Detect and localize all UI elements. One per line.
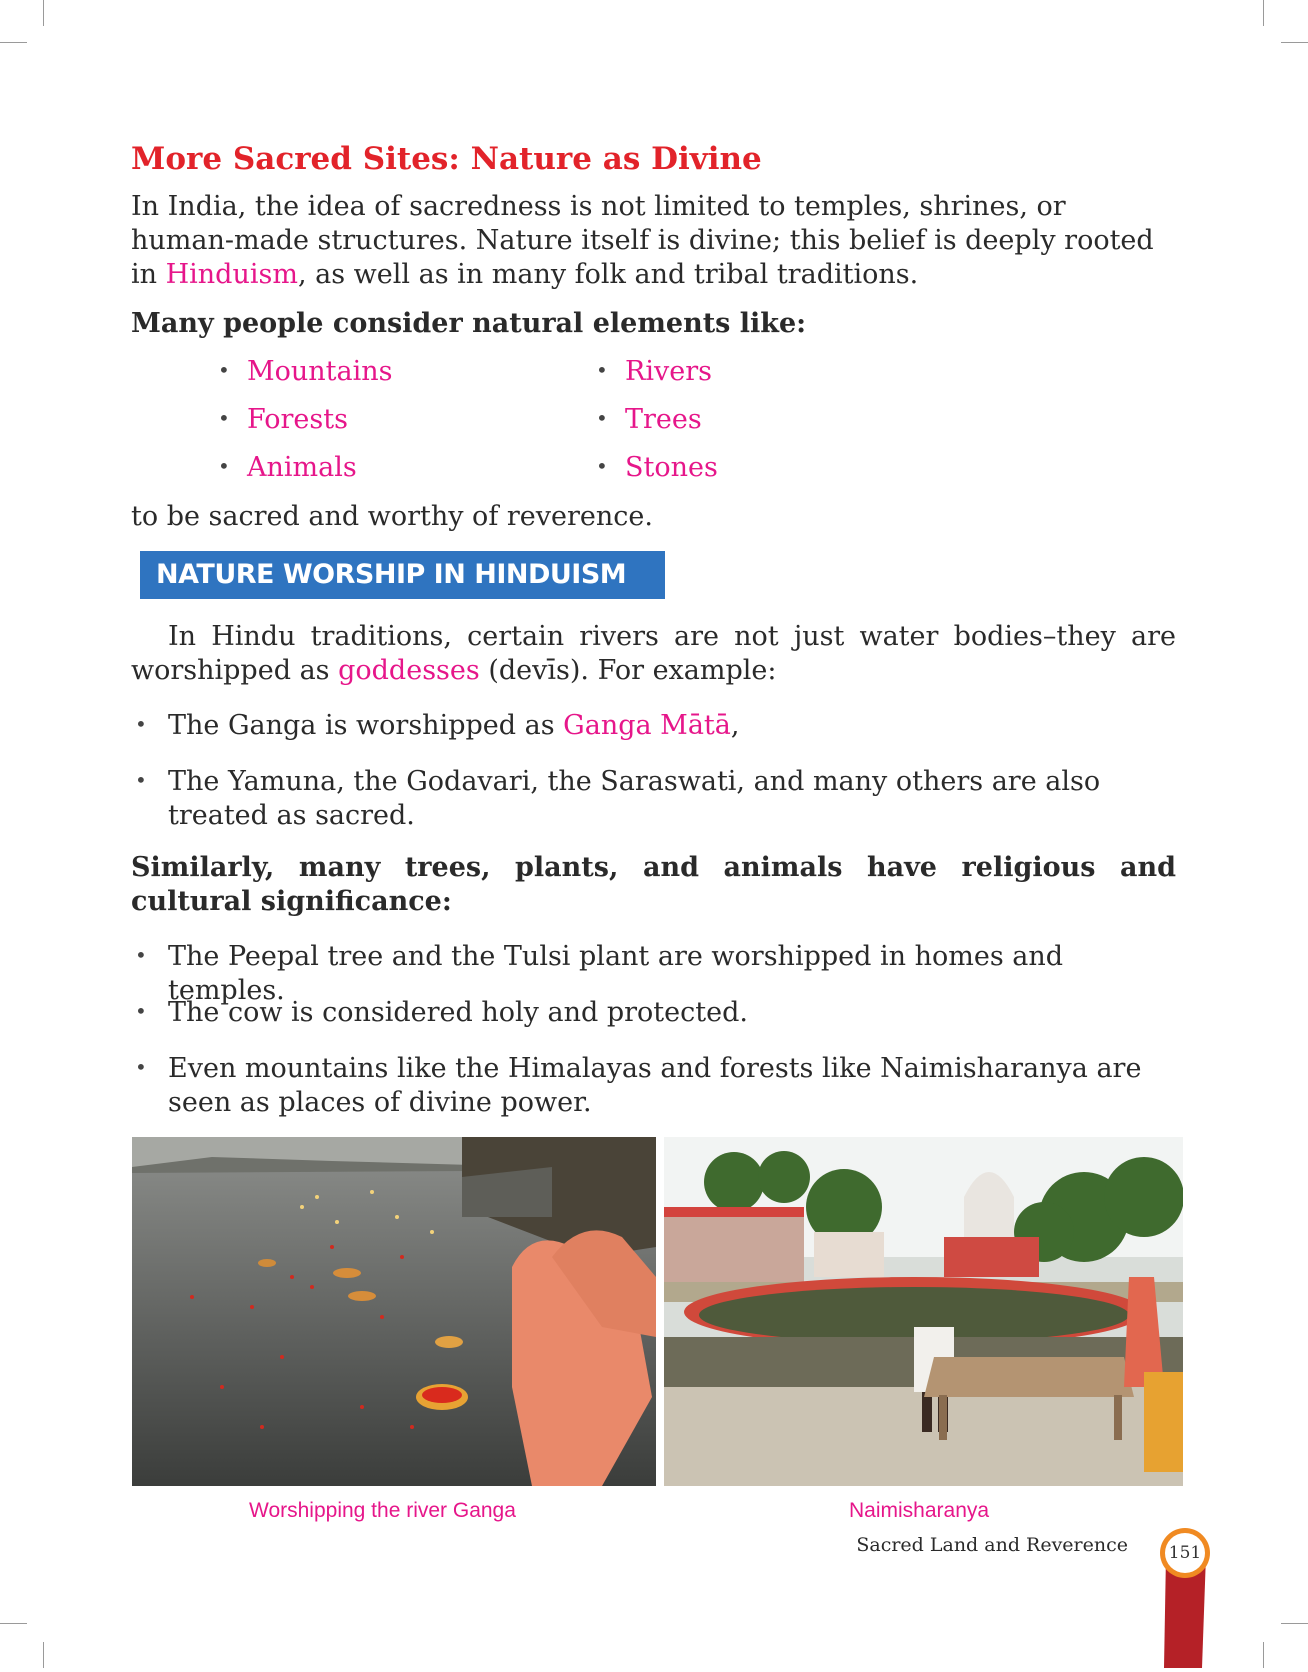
crop-mark [1281, 42, 1308, 43]
rivers-paragraph [131, 620, 1176, 688]
similarly-lead: Similarly, many trees, plants, and animals have religious and cultural significance: [131, 852, 1176, 917]
crop-mark [0, 1623, 27, 1624]
naimisharanya-photo [664, 1137, 1183, 1486]
page-badge [1160, 1528, 1210, 1578]
crop-mark [43, 0, 44, 26]
crop-mark [1263, 0, 1264, 26]
elements-lead: Many people consider natural elements like: [131, 308, 807, 339]
ganga-mata-term: Ganga Mātā [563, 710, 731, 741]
crop-mark [43, 1642, 44, 1668]
list-item: • The Yamuna, the Godavari, the Saraswati, and many others are also treated as sacred. [135, 766, 1101, 831]
list-item: • The Peepal tree and the Tulsi plant are worshipped in homes and temples. [135, 941, 1064, 1006]
hinduism-term: Hinduism [165, 259, 298, 290]
page-number: 151 [1165, 1533, 1205, 1573]
list-item: • Even mountains like the Himalayas and forests like Naimisharanya are seen as places of divine power. [135, 1053, 1142, 1118]
crop-mark [0, 42, 27, 43]
section-banner: NATURE WORSHIP IN HINDUISM [140, 551, 665, 599]
ganga-photo [132, 1137, 656, 1486]
intro-text: In India, the idea of sacredness is not limited to temples, shrines, or human-made structures. Nature itself is divine; this belief is deeply rooted in [131, 191, 1154, 290]
crop-mark [1263, 1642, 1264, 1668]
intro-text-end: , as well as in many folk and tribal traditions. [297, 259, 919, 290]
crop-mark [1281, 1623, 1308, 1624]
intro-paragraph [131, 190, 1176, 292]
page-title: More Sacred Sites: Nature as Divine [131, 141, 762, 177]
photo-caption: Naimisharanya [849, 1499, 990, 1522]
list-item: • The cow is considered holy and protected. [135, 997, 748, 1028]
rivers-text-end: (devīs). For example: [479, 655, 777, 686]
chapter-name: Sacred Land and Reverence [856, 1534, 1128, 1556]
photo-caption: Worshipping the river Ganga [249, 1499, 516, 1522]
list-item: • The Ganga is worshipped as Ganga Mātā, [135, 710, 740, 741]
goddesses-term: goddesses [338, 655, 480, 686]
elements-tail: to be sacred and worthy of reverence. [131, 501, 653, 532]
rivers-text: In Hindu traditions, certain rivers are not just water bodies–they are worshipped as [131, 621, 1176, 686]
